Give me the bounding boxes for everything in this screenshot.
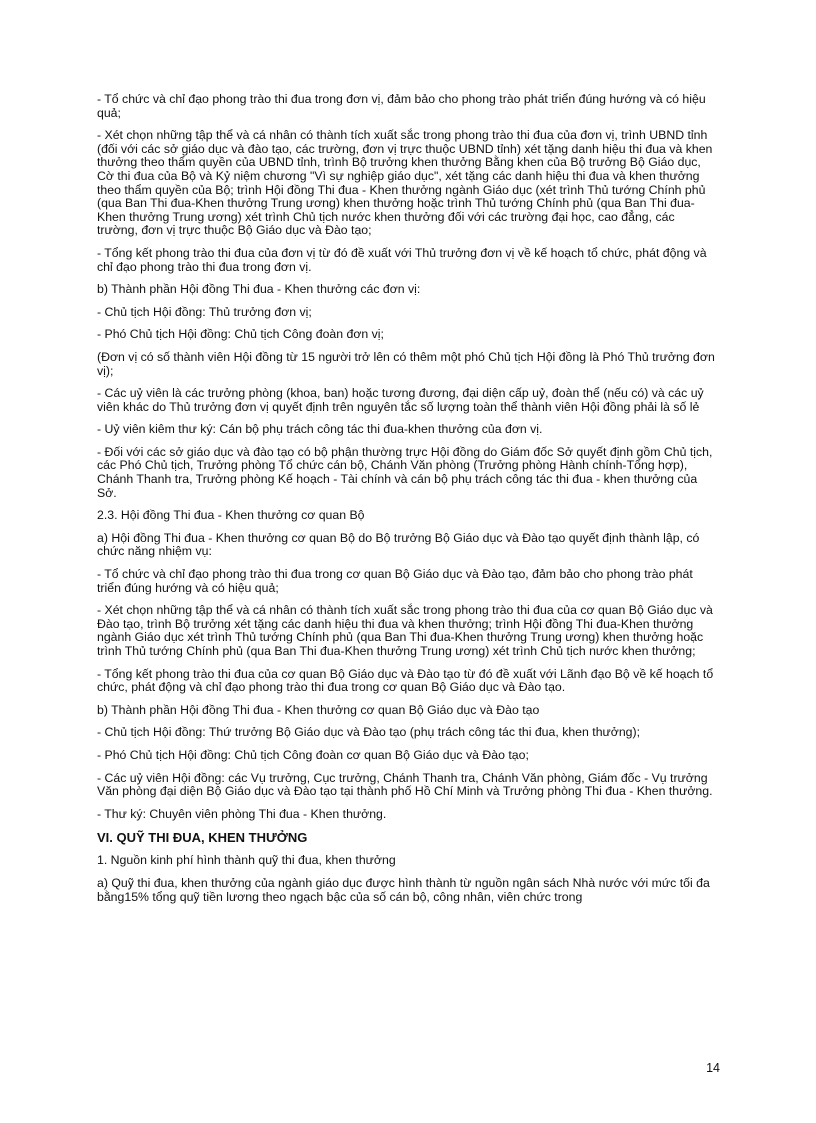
paragraph: - Tổ chức và chỉ đạo phong trào thi đua trong đơn vị, đảm bảo cho phong trào phát triển đúng hướng và có hiệu quả; bbox=[97, 92, 706, 120]
paragraph: - Xét chọn những tập thể và cá nhân có thành tích xuất sắc trong phong trào thi đua của đơn vị, trình UBND tỉnh (đối với các sở giáo dục và đào tạo, các trường, đơn vị trực thuộc UBND tỉnh) xét tặng danh hiệu thi đua và khen thưởng theo thẩm quyền của UBND tỉnh, trình Bộ trưởng khen thưởng Bằng khen của Bộ trưởng Bộ Giáo dục, Cờ thi đua của Bộ và Kỷ niệm chương "Vì sự nghiệp giáo dục", xét tặng các danh hiệu thi đua và khen thưởng theo thẩm quyền của Bộ; trình Hội đồng Thi đua - Khen thưởng ngành Giáo dục (xét trình Thủ tướng Chính phủ (qua Ban Thi đua-Khen thưởng Trung ương) khen thưởng hoặc trình Thủ tướng Chính phủ (qua Ban Thi đua-Khen thưởng Trung ương) xét trình Chủ tịch nước khen thưởng đối với các trường đại học, cao đẳng, các trường, đơn vị trực thuộc Bộ Giáo dục và Đào tạo; bbox=[97, 128, 713, 238]
paragraph: 1. Nguồn kinh phí hình thành quỹ thi đua, khen thưởng bbox=[97, 853, 396, 868]
paragraph: (Đơn vị có số thành viên Hội đồng từ 15 người trở lên có thêm một phó Chủ tịch Hội đồng là Phó Thủ trưởng đơn vị); bbox=[97, 349, 715, 378]
paragraph: - Tổng kết phong trào thi đua của đơn vị từ đó đề xuất với Thủ trưởng đơn vị về kế hoạch tổ chức, phát động và chỉ đạo phong trào thi đua trong đơn vị. bbox=[97, 245, 707, 274]
paragraph: - Thư ký: Chuyên viên phòng Thi đua - Khen thưởng. bbox=[97, 806, 387, 821]
paragraph: - Chủ tịch Hội đồng: Thủ trưởng đơn vị; bbox=[97, 304, 312, 319]
paragraph: a) Hội đồng Thi đua - Khen thưởng cơ quan Bộ do Bộ trưởng Bộ Giáo dục và Đào tạo quyết định thành lập, có chức năng nhiệm vụ: bbox=[97, 530, 700, 559]
paragraph: - Các uỷ viên Hội đồng: các Vụ trưởng, Cục trưởng, Chánh Thanh tra, Chánh Văn phòng, Giám đốc - Vụ trưởng Văn phòng đại diện Bộ Giáo dục và Đào tạo tại thành phố Hồ Chí Minh và Trưởng phòng Thi đua - Khen thưởng. bbox=[97, 770, 713, 799]
paragraph: - Đối với các sở giáo dục và đào tạo có bộ phận thường trực Hội đồng do Giám đốc Sở quyết định gồm Chủ tịch, các Phó Chủ tịch, Trưởng phòng Tổ chức cán bộ, Chánh Văn phòng (Trưởng phòng Hành chính-Tổng hợp), Chánh Thanh tra, Trưởng phòng Kế hoạch - Tài chính và cán bộ phụ trách công tác thi đua - khen thưởng của Sở. bbox=[97, 444, 713, 500]
page-number: 14 bbox=[706, 1061, 720, 1075]
paragraph: - Tổng kết phong trào thi đua của cơ quan Bộ Giáo dục và Đào tạo từ đó đề xuất với Lãnh đạo Bộ về kế hoạch tổ chức, phát động và chỉ đạo phong trào thi đua trong cơ quan Bộ Giáo dục và Đào tạo. bbox=[97, 666, 714, 695]
paragraph: - Các uỷ viên là các trưởng phòng (khoa, ban) hoặc tương đương, đại diện cấp uỷ, đoàn thể (nếu có) và các uỷ viên khác do Thủ trưởng đơn vị quyết định trên nguyên tắc số lượng toàn thể thành viên Hội đồng phải là số lẻ bbox=[97, 386, 704, 414]
paragraph: - Xét chọn những tập thể và cá nhân có thành tích xuất sắc trong phong trào thi đua của cơ quan Bộ Giáo dục và Đào tạo, trình Bộ trưởng xét tặng các danh hiệu thi đua và khen thưởng; trình Hội đồng Thi đua-Khen thưởng ngành Giáo dục xét trình Thủ tướng Chính phủ (qua Ban Thi đua-Khen thưởng Trung ương) khen thưởng hoặc trình Thủ tướng Chính phủ (qua Ban Thi đua-Khen thưởng Trung ương) xét trình Chủ tịch nước khen thưởng; bbox=[97, 603, 713, 658]
paragraph: - Phó Chủ tịch Hội đồng: Chủ tịch Công đoàn cơ quan Bộ Giáo dục và Đào tạo; bbox=[97, 747, 529, 762]
section-subheading: 2.3. Hội đồng Thi đua - Khen thưởng cơ quan Bộ bbox=[97, 508, 365, 523]
section-heading: VI. QUỸ THI ĐUA, KHEN THƯỞNG bbox=[97, 830, 308, 846]
paragraph: - Tổ chức và chỉ đạo phong trào thi đua trong cơ quan Bộ Giáo dục và Đào tạo, đảm bảo cho phong trào phát triển đúng hướng và có hiệu quả; bbox=[97, 567, 693, 595]
paragraph: b) Thành phần Hội đồng Thi đua - Khen thưởng cơ quan Bộ Giáo dục và Đào tạo bbox=[97, 702, 540, 717]
paragraph: a) Quỹ thi đua, khen thưởng của ngành giáo dục được hình thành từ nguồn ngân sách Nhà nước với mức tối đa bằng15% tổng quỹ tiền lương theo ngạch bậc của số cán bộ, công nhân, viên chức trong bbox=[97, 875, 710, 904]
paragraph: - Phó Chủ tịch Hội đồng: Chủ tịch Công đoàn đơn vị; bbox=[97, 327, 384, 342]
paragraph: b) Thành phần Hội đồng Thi đua - Khen thưởng các đơn vị: bbox=[97, 282, 421, 297]
paragraph: - Uỷ viên kiêm thư ký: Cán bộ phụ trách công tác thi đua-khen thưởng của đơn vị. bbox=[97, 422, 543, 437]
paragraph: - Chủ tịch Hội đồng: Thứ trưởng Bộ Giáo dục và Đào tạo (phụ trách công tác thi đua, khen thưởng); bbox=[97, 725, 641, 740]
document-page bbox=[97, 93, 717, 913]
